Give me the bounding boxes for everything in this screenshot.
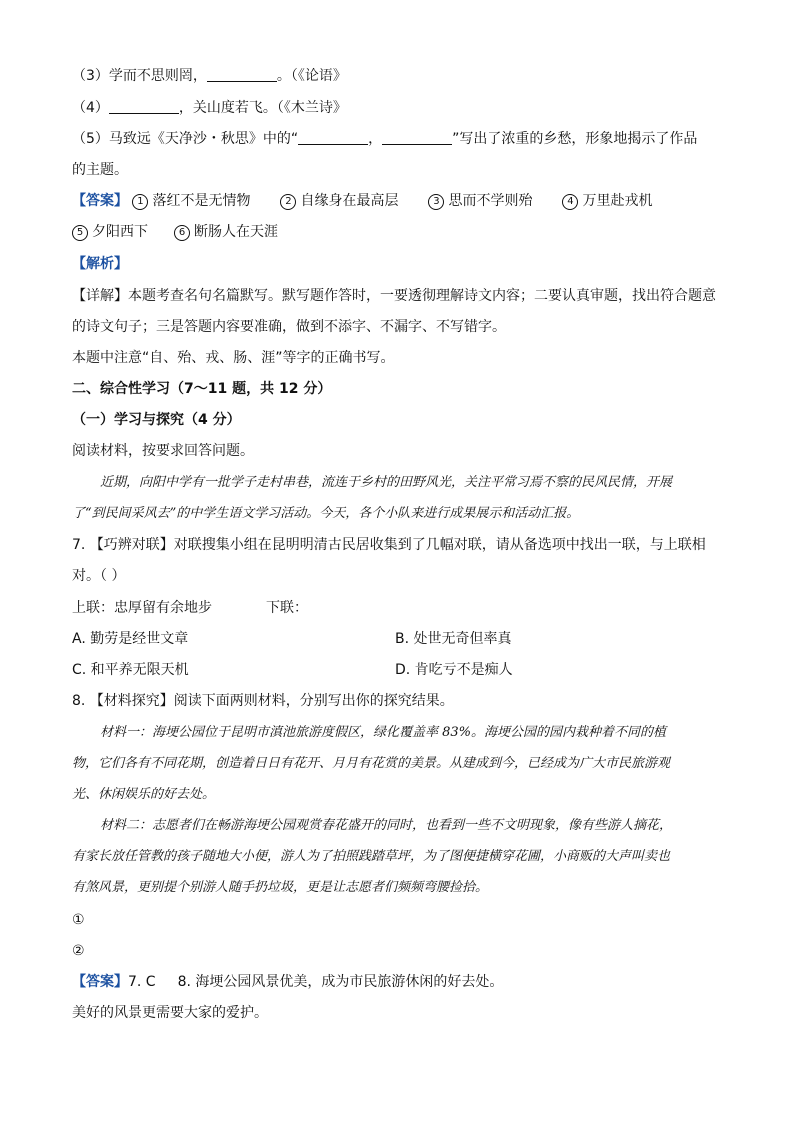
- material1-line2: 物，它们各有不同花期，创造着日日有花开、月月有花赏的美景。从建成到今，已经成为广大市民旅游观: [72, 756, 671, 771]
- answer1-tag: 【答案】: [72, 193, 128, 209]
- answer1-line2: [72, 221, 278, 243]
- q7-couplet: [72, 597, 308, 619]
- upper-couplet: 上联：忠厚留有余地步: [72, 600, 212, 616]
- q3-line: [72, 65, 347, 87]
- answer2-part1: 7. C: [128, 974, 156, 990]
- answer-item-2: 2 自缘身在最高层: [280, 190, 398, 212]
- answer2-tag: 【答案】: [72, 974, 128, 990]
- q4-line: [72, 97, 347, 119]
- q3-blank[interactable]: [207, 67, 277, 82]
- answer1-line1: [72, 190, 682, 212]
- answer-slot-1[interactable]: ①: [72, 912, 85, 928]
- q5-line2: 的主题。: [72, 162, 128, 178]
- q5-blank-1[interactable]: [298, 130, 368, 145]
- q5-mid: ，: [368, 131, 383, 147]
- analysis-tag: 【解析】: [72, 256, 128, 272]
- section2-subtitle: （一）学习与探究（4 分）: [72, 412, 241, 428]
- q5-suffix: ”写出了浓重的乡愁，形象地揭示了作品: [452, 131, 698, 147]
- q5-prefix: （5）马致远《天净沙・秋思》中的“: [72, 131, 299, 147]
- circled-number-icon: 6: [174, 225, 190, 241]
- answer2-line2: 美好的风景更需要大家的爱护。: [72, 1005, 268, 1021]
- answer2-line1: [72, 971, 503, 993]
- q4-blank[interactable]: [109, 99, 179, 114]
- q7-line1: 7. 【巧辨对联】对联搜集小组在昆明明清古民居收集到了几幅对联，请从备选项中找出一联，与上联相: [72, 537, 706, 553]
- answer-item-5: 5 夕阳西下: [72, 224, 148, 240]
- analysis-line2: 的诗文句子；三是答题内容要准确，做到不添字、不漏字、不写错字。: [72, 319, 506, 335]
- circled-number-icon: 5: [72, 225, 88, 241]
- analysis-line3: 本题中注意“自、殆、戎、肠、涯”等字的正确书写。: [72, 350, 395, 366]
- q5-blank-2[interactable]: [382, 130, 452, 145]
- passage-line2: 了“到民间采风去”的中学生语文学习活动。今天，各个小队来进行成果展示和活动汇报。: [72, 506, 580, 521]
- answer-slot-2[interactable]: ②: [72, 943, 85, 959]
- answer-item-4: 4 万里赴戎机: [562, 190, 652, 212]
- material2-line2: 有家长放任管教的孩子随地大小便，游人为了拍照践踏草坪，为了图便捷横穿花圃，小商贩的大声叫卖也: [72, 849, 671, 864]
- q4-suffix: ，关山度若飞。（《木兰诗》: [178, 100, 347, 116]
- section2-title: 二、综合性学习（7～11 题，共 12 分）: [72, 381, 332, 397]
- passage-line1: 近期，向阳中学有一批学子走村串巷，流连于乡村的田野风光，关注平常习焉不察的民风民情，开展: [100, 475, 673, 490]
- q7-options-row2: [72, 659, 722, 681]
- option-c[interactable]: C. 和平养无限天机: [72, 662, 189, 678]
- circled-number-icon: 4: [562, 194, 578, 210]
- answer-item-3: 3 思而不学则殆: [428, 190, 532, 212]
- q8-title: 8. 【材料探究】阅读下面两则材料，分别写出你的探究结果。: [72, 693, 454, 709]
- q3-suffix: 。（《论语》: [276, 68, 347, 84]
- option-b[interactable]: B. 处世无奇但率真: [395, 631, 512, 647]
- option-a[interactable]: A. 勤劳是经世文章: [72, 631, 189, 647]
- material2-line1: 材料二：志愿者们在畅游海埂公园观赏春花盛开的同时，也看到一些不文明现象，像有些游人摘花，: [100, 818, 673, 833]
- answer2-part2: 8. 海埂公园风景优美，成为市民旅游休闲的好去处。: [177, 974, 504, 990]
- answer-item-6: 6 断肠人在天涯: [174, 224, 278, 240]
- circled-number-icon: 2: [280, 194, 296, 210]
- answer-item-1: 1 落红不是无情物: [132, 190, 250, 212]
- option-d[interactable]: D. 肯吃亏不是痴人: [395, 662, 513, 678]
- lower-couplet: 下联：: [266, 600, 308, 616]
- q7-options-row1: [72, 628, 722, 650]
- q3-prefix: （3）学而不思则罔，: [72, 68, 207, 84]
- circled-number-icon: 3: [428, 194, 444, 210]
- q5-line1: [72, 128, 697, 150]
- q4-prefix: （4）: [72, 100, 109, 116]
- material1-line3: 光、休闲娱乐的好去处。: [72, 787, 216, 802]
- material1-line1: 材料一：海埂公园位于昆明市滇池旅游度假区，绿化覆盖率 83%。海埂公园的园内栽种着不同的植: [100, 725, 667, 740]
- q7-line2: 对。（ ）: [72, 568, 126, 584]
- circled-number-icon: 1: [132, 194, 148, 210]
- analysis-line1: 【详解】本题考查名句名篇默写。默写题作答时，一要透彻理解诗文内容；二要认真审题，找出符合题意: [72, 288, 716, 304]
- material2-line3: 有煞风景，更别提个别游人随手扔垃圾，更是让志愿者们频频弯腰捡拾。: [72, 880, 489, 895]
- section2-intro: 阅读材料，按要求回答问题。: [72, 443, 254, 459]
